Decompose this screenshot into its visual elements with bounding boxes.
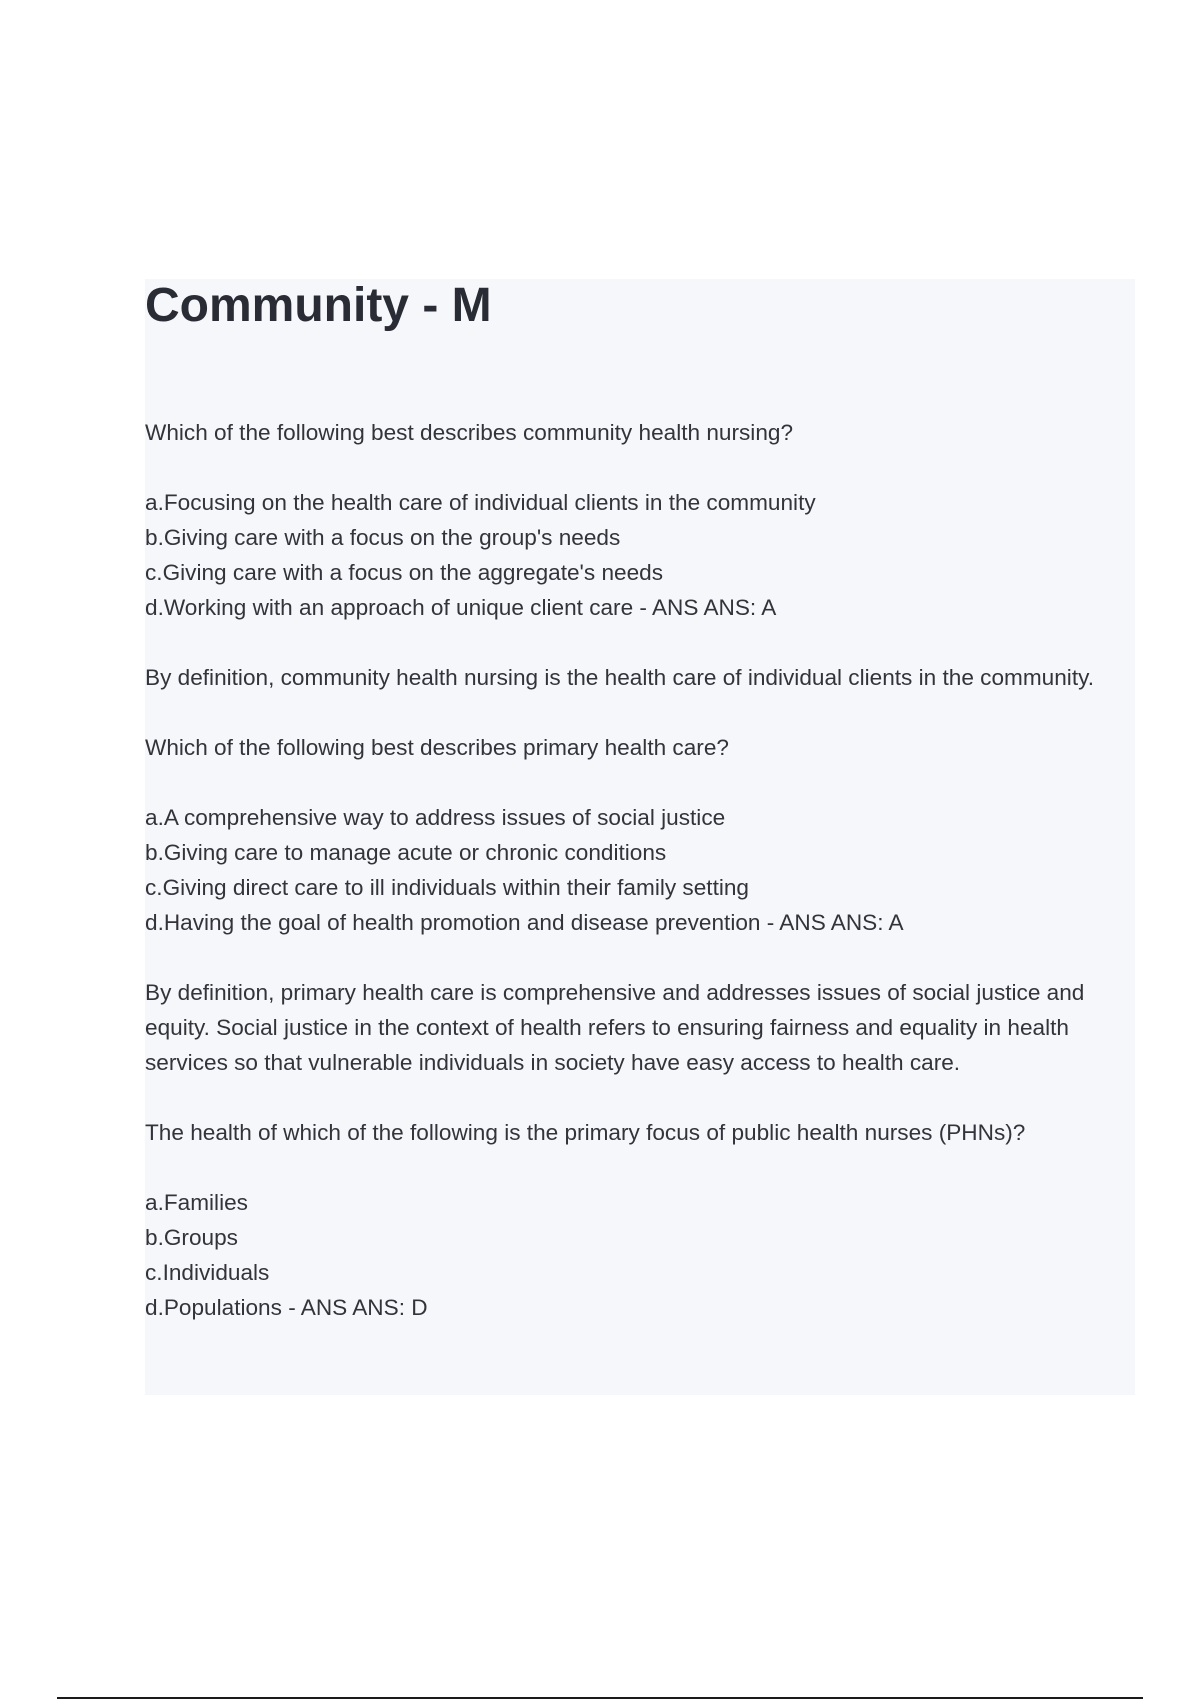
answer-option: c.Giving direct care to ill individuals within their family setting [145,875,749,900]
answer-option: d.Working with an approach of unique client care - ANS ANS: A [145,595,777,620]
question-block [145,1115,1130,1325]
question-text: Which of the following best describes community health nursing? [145,420,794,445]
answer-options [145,800,1130,940]
rationale-text: By definition, primary health care is comprehensive and addresses issues of social justice and equity. Social justice in the context of health refers to ensuring fairness and equality in health services so that vulnerable individuals in society have easy access to health care. [145,980,1085,1075]
question-block [145,730,1130,1080]
document-title: Community - M [145,279,492,332]
question-list [145,415,1130,1325]
answer-option: a.A comprehensive way to address issues of social justice [145,805,726,830]
answer-option: a.Focusing on the health care of individual clients in the community [145,490,816,515]
question-text: Which of the following best describes primary health care? [145,735,729,760]
rationale-text: By definition, community health nursing is the health care of individual clients in the community. [145,665,1095,690]
answer-option: c.Giving care with a focus on the aggregate's needs [145,560,664,585]
answer-option: c.Individuals [145,1260,270,1285]
question-text: The health of which of the following is the primary focus of public health nurses (PHNs)? [145,1120,1026,1145]
question-block [145,415,1130,695]
answer-options [145,1185,1130,1325]
answer-option: b.Giving care to manage acute or chronic conditions [145,840,667,865]
answer-option: b.Groups [145,1225,238,1250]
answer-option: a.Families [145,1190,248,1215]
footer-divider [57,1697,1143,1699]
answer-option: d.Populations - ANS ANS: D [145,1295,428,1320]
answer-option: b.Giving care with a focus on the group's needs [145,525,621,550]
answer-options [145,485,1130,625]
answer-option: d.Having the goal of health promotion and disease prevention - ANS ANS: A [145,910,904,935]
